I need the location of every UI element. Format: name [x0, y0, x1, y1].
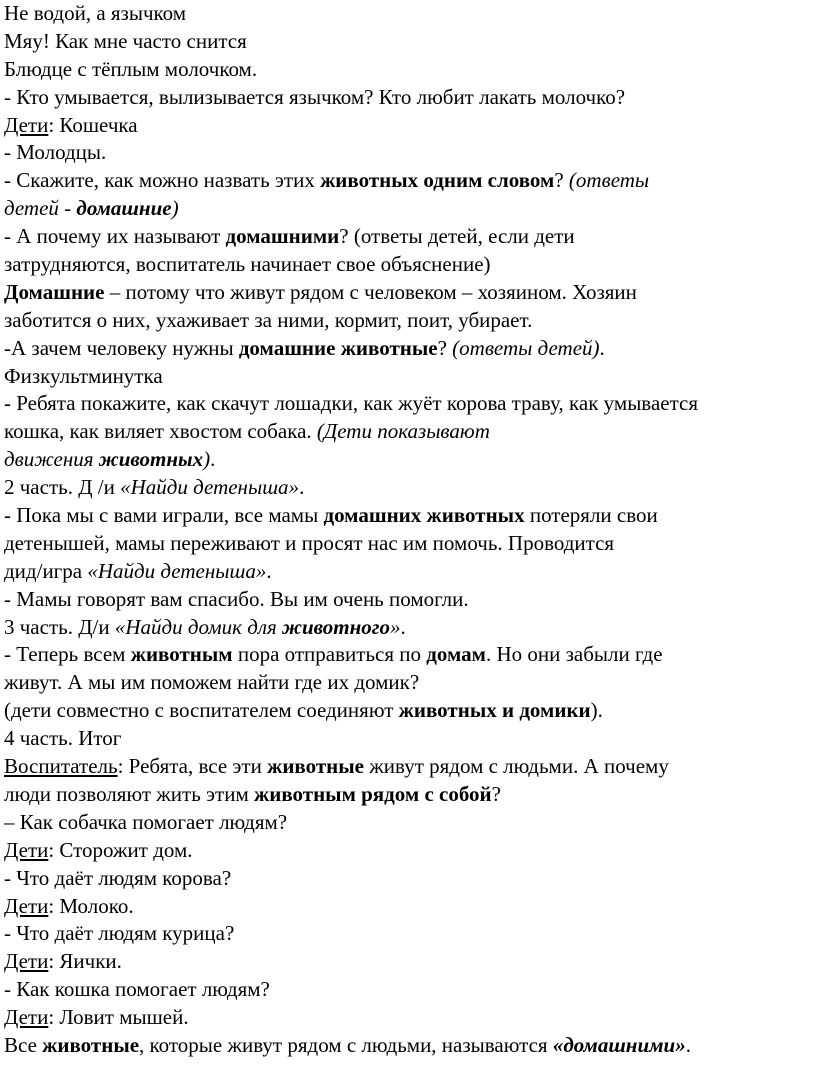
text-segment: .: [599, 335, 605, 360]
text-line: [4, 418, 816, 446]
text-segment: ? (ответы детей, если дети: [339, 224, 575, 249]
text-segment: : Ловит мышей.: [48, 1005, 189, 1030]
text-line: [4, 809, 816, 837]
text-segment: Не водой, а язычком: [4, 1, 187, 25]
text-line: [4, 112, 816, 140]
text-segment: люди позволяют жить этим: [4, 781, 255, 806]
text-segment: детенышей, мамы переживают и просят нас им помочь. Проводится: [4, 530, 615, 555]
text-segment: .: [266, 558, 272, 583]
text-segment: животного: [282, 614, 391, 639]
text-segment: - Как кошка помогает людям?: [4, 977, 270, 1002]
text-segment: Домашние: [4, 279, 105, 304]
text-segment: (дети совместно с воспитателем соединяют: [4, 698, 399, 723]
text-line: [4, 865, 816, 893]
text-segment: .: [210, 447, 216, 472]
text-line: [4, 0, 816, 28]
text-segment: животных одним словом: [320, 168, 555, 193]
text-segment: движения: [4, 447, 99, 472]
text-line: [4, 725, 816, 753]
text-line: [4, 28, 816, 56]
text-segment: : Кошечка: [48, 112, 138, 137]
text-segment: ?: [554, 168, 569, 193]
text-segment: - Ребята покажите, как скачут лошадки, как жуёт корова траву, как умывается: [4, 391, 698, 416]
text-segment: Воспитатель: [4, 754, 118, 779]
text-segment: Мяу! Как мне часто снится: [4, 28, 247, 53]
text-segment: : Сторожит дом.: [48, 837, 193, 862]
text-segment: домашние: [76, 196, 172, 221]
text-segment: ?: [491, 781, 501, 806]
text-line: [4, 474, 816, 502]
text-line: [4, 781, 816, 809]
text-segment: Все: [4, 1032, 43, 1057]
text-segment: - Мамы говорят вам спасибо. Вы им очень помогли.: [4, 586, 469, 611]
text-segment: - Кто умывается, вылизывается язычком? Кто любит лакать молочко?: [4, 84, 626, 109]
text-segment: дид/игра: [4, 558, 88, 583]
text-line: [4, 614, 816, 642]
text-segment: затрудняются, воспитатель начинает свое объяснение): [4, 252, 491, 277]
text-segment: кошка, как виляет хвостом собака.: [4, 419, 317, 444]
text-segment: -А зачем человеку нужны: [4, 335, 239, 360]
text-line: [4, 697, 816, 725]
text-segment: .: [400, 614, 406, 639]
text-segment: .: [299, 475, 305, 500]
text-line: [4, 84, 816, 112]
text-line: [4, 753, 816, 781]
text-segment: ).: [590, 698, 603, 723]
text-segment: пора отправиться по: [232, 642, 427, 667]
text-line: [4, 223, 816, 251]
text-segment: «Найди домик для: [114, 614, 282, 639]
text-segment: - Пока мы с вами играли, все мамы: [4, 503, 324, 528]
text-segment: 2 часть. Д /и: [4, 475, 121, 500]
text-segment: (ответы: [568, 168, 650, 193]
text-line: [4, 641, 816, 669]
text-segment: .: [685, 1032, 691, 1057]
text-segment: 4 часть. Итог: [4, 726, 122, 751]
text-segment: : Ребята, все эти: [117, 754, 268, 779]
text-line: [4, 669, 816, 697]
text-line: [4, 335, 816, 363]
text-line: [4, 363, 816, 391]
text-line: [4, 530, 816, 558]
text-segment: : Яички.: [48, 949, 122, 974]
text-segment: живут. А мы им поможем найти где их домик?: [4, 670, 420, 695]
text-segment: 3 часть. Д/и: [4, 614, 115, 639]
text-segment: »: [390, 614, 401, 639]
text-line: [4, 390, 816, 418]
text-segment: - Что даёт людям корова?: [4, 865, 232, 890]
text-segment: - Молодцы.: [4, 140, 107, 165]
text-segment: Дети: [4, 949, 49, 974]
text-segment: животных: [98, 447, 204, 472]
text-segment: живут рядом с людьми. А почему: [364, 754, 669, 779]
text-line: [4, 446, 816, 474]
text-segment: - Скажите, как можно назвать этих: [4, 168, 321, 193]
text-segment: «Найди детеныша»: [120, 475, 300, 500]
text-segment: потеряли свои: [524, 503, 658, 528]
text-segment: . Но они забыли где: [485, 642, 663, 667]
text-segment: (ответы детей): [452, 335, 600, 360]
text-line: [4, 307, 816, 335]
text-line: [4, 195, 816, 223]
text-line: [4, 139, 816, 167]
text-segment: , которые живут рядом с людьми, называются: [139, 1032, 553, 1057]
text-segment: детей -: [4, 196, 77, 221]
text-line: [4, 837, 816, 865]
text-line: [4, 948, 816, 976]
text-line: [4, 1004, 816, 1032]
text-segment: животным: [130, 642, 233, 667]
text-segment: – Как собачка помогает людям?: [4, 809, 288, 834]
text-segment: Дети: [4, 837, 49, 862]
text-segment: Дети: [4, 112, 49, 137]
text-segment: (Дети показывают: [316, 419, 490, 444]
text-segment: «домашними»: [552, 1032, 686, 1057]
text-segment: - Теперь всем: [4, 642, 131, 667]
text-segment: Блюдце с тёплым молочком.: [4, 56, 258, 81]
text-segment: : Молоко.: [48, 893, 134, 918]
text-segment: животные: [267, 754, 364, 779]
text-line: [4, 586, 816, 614]
text-segment: животные: [42, 1032, 140, 1057]
text-segment: животных и домики: [398, 698, 591, 723]
text-line: [4, 56, 816, 84]
text-segment: - Что даёт людям курица?: [4, 921, 235, 946]
text-segment: ): [171, 196, 179, 221]
text-line: [4, 502, 816, 530]
text-segment: домашние животные: [238, 335, 438, 360]
text-segment: домам: [426, 642, 486, 667]
text-segment: домашних животных: [323, 503, 525, 528]
text-line: [4, 1032, 816, 1060]
text-line: [4, 893, 816, 921]
text-segment: Физкультминутка: [4, 363, 163, 388]
text-segment: ?: [437, 335, 453, 360]
text-line: [4, 167, 816, 195]
text-line: [4, 279, 816, 307]
text-segment: заботится о них, ухаживает за ними, кормит, поит, убирает.: [4, 307, 533, 332]
text-segment: Дети: [4, 1005, 49, 1030]
text-line: [4, 976, 816, 1004]
text-line: [4, 558, 816, 586]
text-segment: домашними: [225, 224, 340, 249]
text-line: [4, 251, 816, 279]
text-segment: животным рядом с собой: [254, 781, 492, 806]
text-segment: ): [203, 447, 211, 472]
text-segment: Дети: [4, 893, 49, 918]
text-segment: – потому что живут рядом с человеком – хозяином. Хозяин: [104, 279, 637, 304]
text-segment: «Найди детеныша»: [87, 558, 267, 583]
text-segment: - А почему их называют: [4, 224, 226, 249]
text-line: [4, 920, 816, 948]
